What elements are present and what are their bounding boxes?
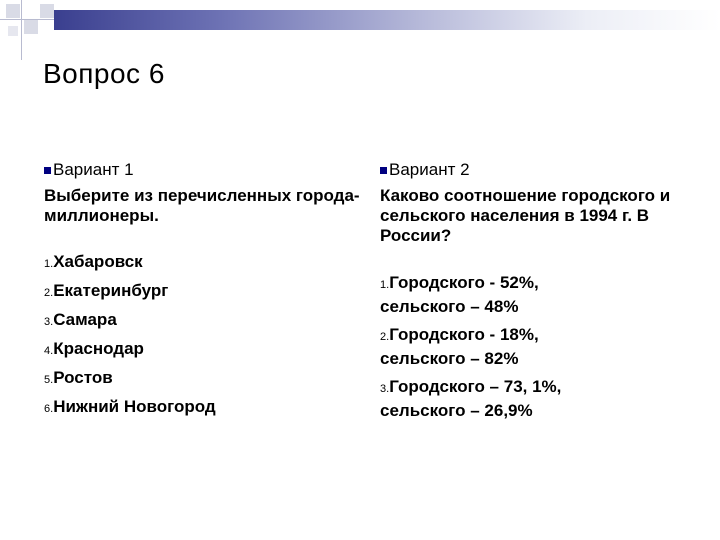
header-band — [54, 10, 720, 30]
variant-1-column — [44, 160, 364, 426]
slide-title: Вопрос 6 — [43, 58, 165, 89]
decor-square — [8, 26, 18, 36]
list-item: 5.Ростов — [44, 368, 113, 387]
variant-1-answers — [44, 252, 364, 419]
variant-1-label: Вариант 1 — [53, 160, 134, 179]
square-bullet-icon — [380, 167, 387, 174]
decor-square — [6, 4, 20, 18]
variant-1-heading — [44, 160, 364, 180]
decor-line — [21, 0, 22, 60]
variant-2-answers — [380, 272, 680, 422]
variant-2-label: Вариант 2 — [389, 160, 470, 179]
variant-2-heading — [380, 160, 680, 180]
decor-square — [40, 4, 54, 18]
list-item: 2.Екатеринбург — [44, 281, 169, 300]
variant-1-question: Выберите из перечисленных города-миллионеры. — [44, 186, 360, 225]
list-item: 1.Хабаровск — [44, 252, 143, 271]
list-item: 3.Городского – 73, 1%, сельского – 26,9% — [380, 377, 562, 420]
list-item: 4.Краснодар — [44, 339, 144, 358]
decor-line — [0, 19, 54, 20]
variant-2-column — [380, 160, 680, 428]
list-item: 1.Городского - 52%, сельского – 48% — [380, 273, 539, 316]
variant-2-question: Каково соотношение городского и сельского населения в 1994 г. В России? — [380, 186, 671, 245]
list-item: 2.Городского - 18%, сельского – 82% — [380, 325, 539, 368]
decor-square — [24, 20, 38, 34]
list-item: 3.Самара — [44, 310, 117, 329]
list-item: 6.Нижний Новогород — [44, 397, 216, 416]
square-bullet-icon — [44, 167, 51, 174]
